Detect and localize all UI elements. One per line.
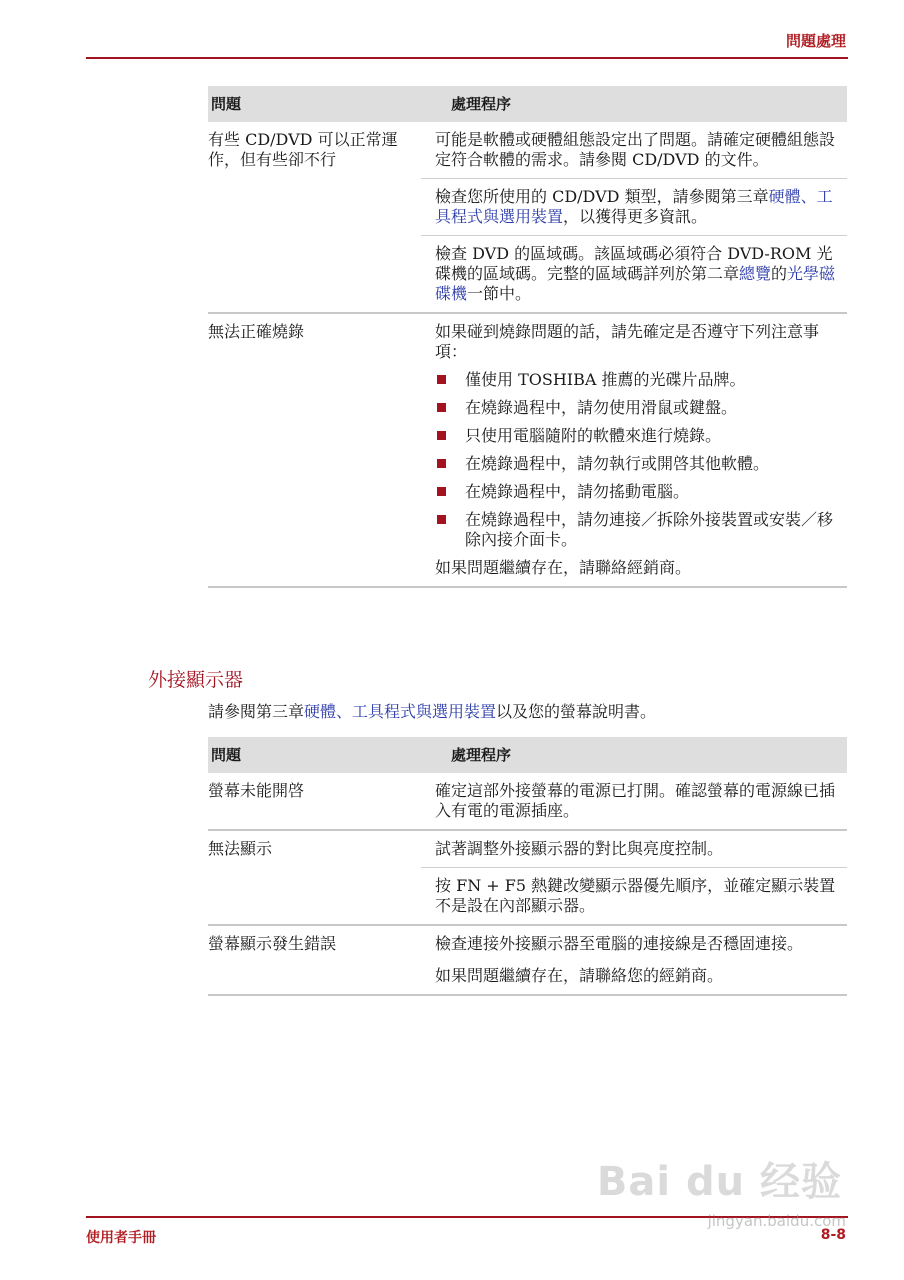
cross-reference-link[interactable]: 總覽: [739, 264, 772, 283]
column-header-procedure: 處理程序: [421, 86, 847, 122]
list-item: 只使用電腦隨附的軟體來進行燒錄。: [435, 426, 839, 446]
baidu-watermark-logo: Bai du 经验: [596, 1159, 842, 1205]
problem-cell: 無法顯示: [208, 830, 421, 925]
column-header-problem: 問題: [208, 86, 421, 122]
page-number: 8-8: [820, 1227, 846, 1243]
procedure-paragraph: 如果碰到燒錄問題的話，請先確定是否遵守下列注意事項： 僅使用 TOSHIBA 推薦的光碟片品牌。 在燒錄過程中，請勿使用滑鼠或鍵盤。 只使用電腦隨附的軟體來進行燒錄。 在燒錄過程中，請勿執行或開啓其他軟體。 在燒錄過程中，請勿搖動電腦。 在燒錄過程中，請勿連接／拆除外接裝置或安裝／移除內接介面卡。 如果問題繼續存在，請聯絡經銷商。: [421, 314, 847, 586]
list-item: 在燒錄過程中，請勿執行或開啓其他軟體。: [435, 454, 839, 474]
list-item: 在燒錄過程中，請勿搖動電腦。: [435, 482, 839, 502]
cross-reference-link[interactable]: 光學磁碟機: [435, 264, 836, 303]
bullet-list: [435, 370, 839, 550]
procedure-paragraph: 可能是軟體或硬體組態設定出了問題。請確定硬體組態設定符合軟體的需求。請參閱 CD/DVD 的文件。: [421, 122, 847, 179]
procedure-paragraph: 檢查連接外接顯示器至電腦的連接線是否穩固連接。 如果問題繼續存在，請聯絡您的經銷商。: [435, 934, 804, 985]
procedure-paragraph: 按 FN + F5 熱鍵改變顯示器優先順序，並確定顯示裝置不是設在內部顯示器。: [435, 876, 836, 915]
procedure-paragraph: 檢查您所使用的 CD/DVD 類型，請參閱第三章硬體、工具程式與選用裝置，以獲得更多資訊。: [421, 179, 847, 236]
procedure-paragraph: 確定這部外接螢幕的電源已打開。確認螢幕的電源線已插入有電的電源插座。: [435, 781, 836, 820]
table-row: [208, 830, 847, 925]
header-rule: [86, 57, 848, 59]
bullet-square-icon: [437, 403, 446, 412]
table-row: [208, 122, 847, 313]
cross-reference-link[interactable]: 硬體、工具程式與選用裝置: [435, 187, 833, 226]
bullet-square-icon: [437, 431, 446, 440]
section-heading: 外接顯示器: [148, 669, 244, 691]
column-header-problem: 問題: [208, 737, 421, 773]
running-header-title: 問題處理: [785, 32, 846, 50]
procedure-cell: [421, 313, 847, 587]
procedure-paragraph: 試著調整外接顯示器的對比與亮度控制。: [421, 831, 847, 868]
table-row: [208, 925, 847, 995]
problem-cell: 螢幕顯示發生錯誤: [208, 925, 421, 995]
procedure-cell: [421, 830, 847, 925]
list-item: 在燒錄過程中，請勿使用滑鼠或鍵盤。: [435, 398, 839, 418]
problem-cell: 無法正確燒錄: [208, 313, 421, 587]
cross-reference-link[interactable]: 硬體、工具程式與選用裝置: [304, 702, 497, 721]
table-row: [208, 313, 847, 587]
procedure-cell: [421, 773, 847, 830]
column-header-procedure: 處理程序: [421, 737, 847, 773]
table-row: [208, 773, 847, 830]
bullet-square-icon: [437, 375, 446, 384]
bullet-square-icon: [437, 459, 446, 468]
bullet-square-icon: [437, 487, 446, 496]
procedure-paragraph: 檢查 DVD 的區域碼。該區域碼必須符合 DVD-ROM 光碟機的區域碼。完整的區域碼詳列於第二章總覽的光學磁碟機一節中。: [435, 244, 836, 303]
footer-manual-title: 使用者手冊: [86, 1230, 156, 1246]
list-item: 在燒錄過程中，請勿連接／拆除外接裝置或安裝／移除內接介面卡。: [435, 510, 839, 550]
troubleshooting-table-monitor: [208, 737, 847, 996]
section-intro: 請參閱第三章硬體、工具程式與選用裝置以及您的螢幕說明書。: [208, 702, 657, 721]
problem-cell: 有些 CD/DVD 可以正常運作，但有些卻不行: [208, 122, 421, 313]
problem-cell: 螢幕未能開啓: [208, 773, 421, 830]
list-item: 僅使用 TOSHIBA 推薦的光碟片品牌。: [435, 370, 839, 390]
procedure-cell: [421, 122, 847, 313]
troubleshooting-table-optical: [208, 86, 847, 588]
bullet-square-icon: [437, 515, 446, 524]
watermark-url: jingyan.baidu.com: [707, 1212, 846, 1230]
procedure-cell: [421, 925, 847, 995]
